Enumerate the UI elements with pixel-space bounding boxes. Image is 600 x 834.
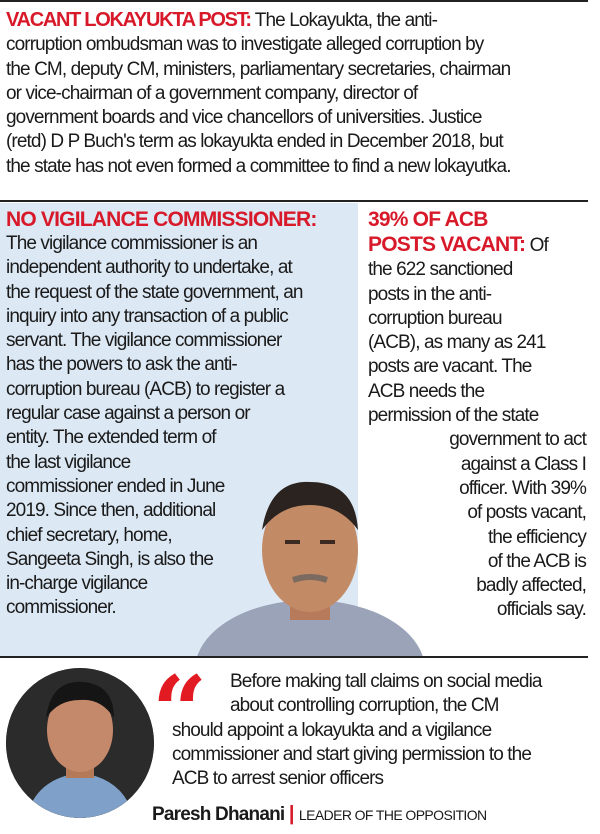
- text-line: the state has not even formed a committee to find a new lokayutka.: [6, 155, 511, 177]
- text-line: The vigilance commissioner is an: [6, 233, 258, 254]
- quote-attribution: Paresh Dhanani | LEADER OF THE OPPOSITION: [152, 803, 487, 825]
- text-line: Sangeeta Singh, is also the: [6, 548, 214, 570]
- speaker-name: Paresh Dhanani: [152, 804, 285, 825]
- text-line: the efficiency: [488, 526, 586, 548]
- text-line: or vice-chairman of a government company, director of: [6, 82, 418, 104]
- text-line: (ACB), as many as 241: [368, 332, 546, 354]
- text-line: government boards and vice chancellors of universities. Justice: [6, 107, 482, 129]
- text-line: about controlling corruption, the CM: [230, 695, 499, 717]
- text-line: officials say.: [496, 599, 586, 621]
- text-line: the last vigilance: [6, 451, 131, 473]
- text-line: badly affected,: [476, 575, 586, 597]
- text-line: posts are vacant. The: [368, 356, 532, 378]
- text-line: ACB needs the: [368, 380, 485, 402]
- top-rule: [0, 0, 588, 2]
- opposition-leader-photo: [6, 668, 154, 818]
- text-line: 2019. Since then, additional: [6, 500, 216, 522]
- text-line: chief secretary, home,: [6, 524, 172, 546]
- text-line: corruption ombudsman was to investigate alleged corruption by: [6, 34, 484, 56]
- text-line: commissioner ended in June: [6, 475, 225, 497]
- text-line: regular case against a person or: [6, 403, 250, 425]
- text-line: (retd) D P Buch's term as lokayukta ended in December 2018, but: [6, 131, 503, 153]
- section-rule: [0, 200, 588, 202]
- lokayukta-section: VACANT LOKAYUKTA POST: The Lokayukta, the anti- corruption ombudsman was to investigate alleged corruption by the CM, deputy CM, ministers, parliamentary secretaries, chairman or vice-chairman of a government company, director of government boards and vice chancellors of universities. Justice (retd) D P Buch's term as lokayukta ended in December 2018, but the state has not even formed a committee to find a new lokayutka.: [6, 8, 586, 179]
- text-line: corruption bureau (ACB) to register a: [6, 378, 285, 400]
- text-line: has the powers to ask the anti-: [6, 354, 237, 376]
- text-line: government to act: [449, 429, 586, 451]
- quote-mark-icon: “: [152, 672, 208, 732]
- lokayukta-body: [6, 33, 586, 179]
- lokayukta-heading: VACANT LOKAYUKTA POST:: [6, 9, 251, 31]
- text-line: officer. With 39%: [459, 477, 586, 499]
- text-line: the CM, deputy CM, ministers, parliamentary secretaries, chairman: [6, 58, 511, 80]
- acb-section: 39% OF ACB POSTS VACANT: Of the 622 sanctioned posts in the anti- corruption bureau (ACB), as many as 241 posts are vacant. The ACB needs the permission of the state government to act against a Class I officer. With 39% of posts vacant, the efficiency of the ACB is badly affected, officials say.: [368, 207, 586, 623]
- text-line: the 622 sanctioned: [368, 259, 513, 281]
- speaker-role: LEADER OF THE OPPOSITION: [298, 807, 487, 823]
- acb-heading-line1: 39% OF ACB: [368, 208, 488, 231]
- text-line: the request of the state government, an: [6, 281, 303, 303]
- text-line: should appoint a lokayukta and a vigilance: [172, 719, 492, 741]
- pull-quote: [160, 670, 542, 791]
- cm-photo: [190, 470, 430, 656]
- text-line: corruption bureau: [368, 307, 502, 329]
- text-line: ACB to arrest senior officers: [172, 768, 384, 790]
- text-line: commissioner.: [6, 597, 116, 619]
- text-line: commissioner and start giving permission to the: [172, 743, 531, 765]
- vigilance-heading: NO VIGILANCE COMMISSIONER:: [6, 208, 317, 231]
- text-line: in-charge vigilance: [6, 573, 148, 595]
- text-line: Before making tall claims on social media: [230, 671, 542, 692]
- text-line: permission of the state: [368, 405, 539, 427]
- text-line: of the ACB is: [487, 550, 586, 572]
- text-line: posts in the anti-: [368, 283, 492, 305]
- text-line: independent authority to undertake, at: [6, 257, 292, 279]
- section-rule-2: [0, 656, 588, 658]
- text-line: of posts vacant,: [467, 502, 586, 524]
- text-line: entity. The extended term of: [6, 427, 216, 449]
- acb-heading-line2: POSTS VACANT:: [368, 233, 526, 256]
- text-line: servant. The vigilance commissioner: [6, 330, 282, 352]
- text-line: against a Class I: [460, 453, 586, 475]
- text-line: inquiry into any transaction of a public: [6, 305, 288, 327]
